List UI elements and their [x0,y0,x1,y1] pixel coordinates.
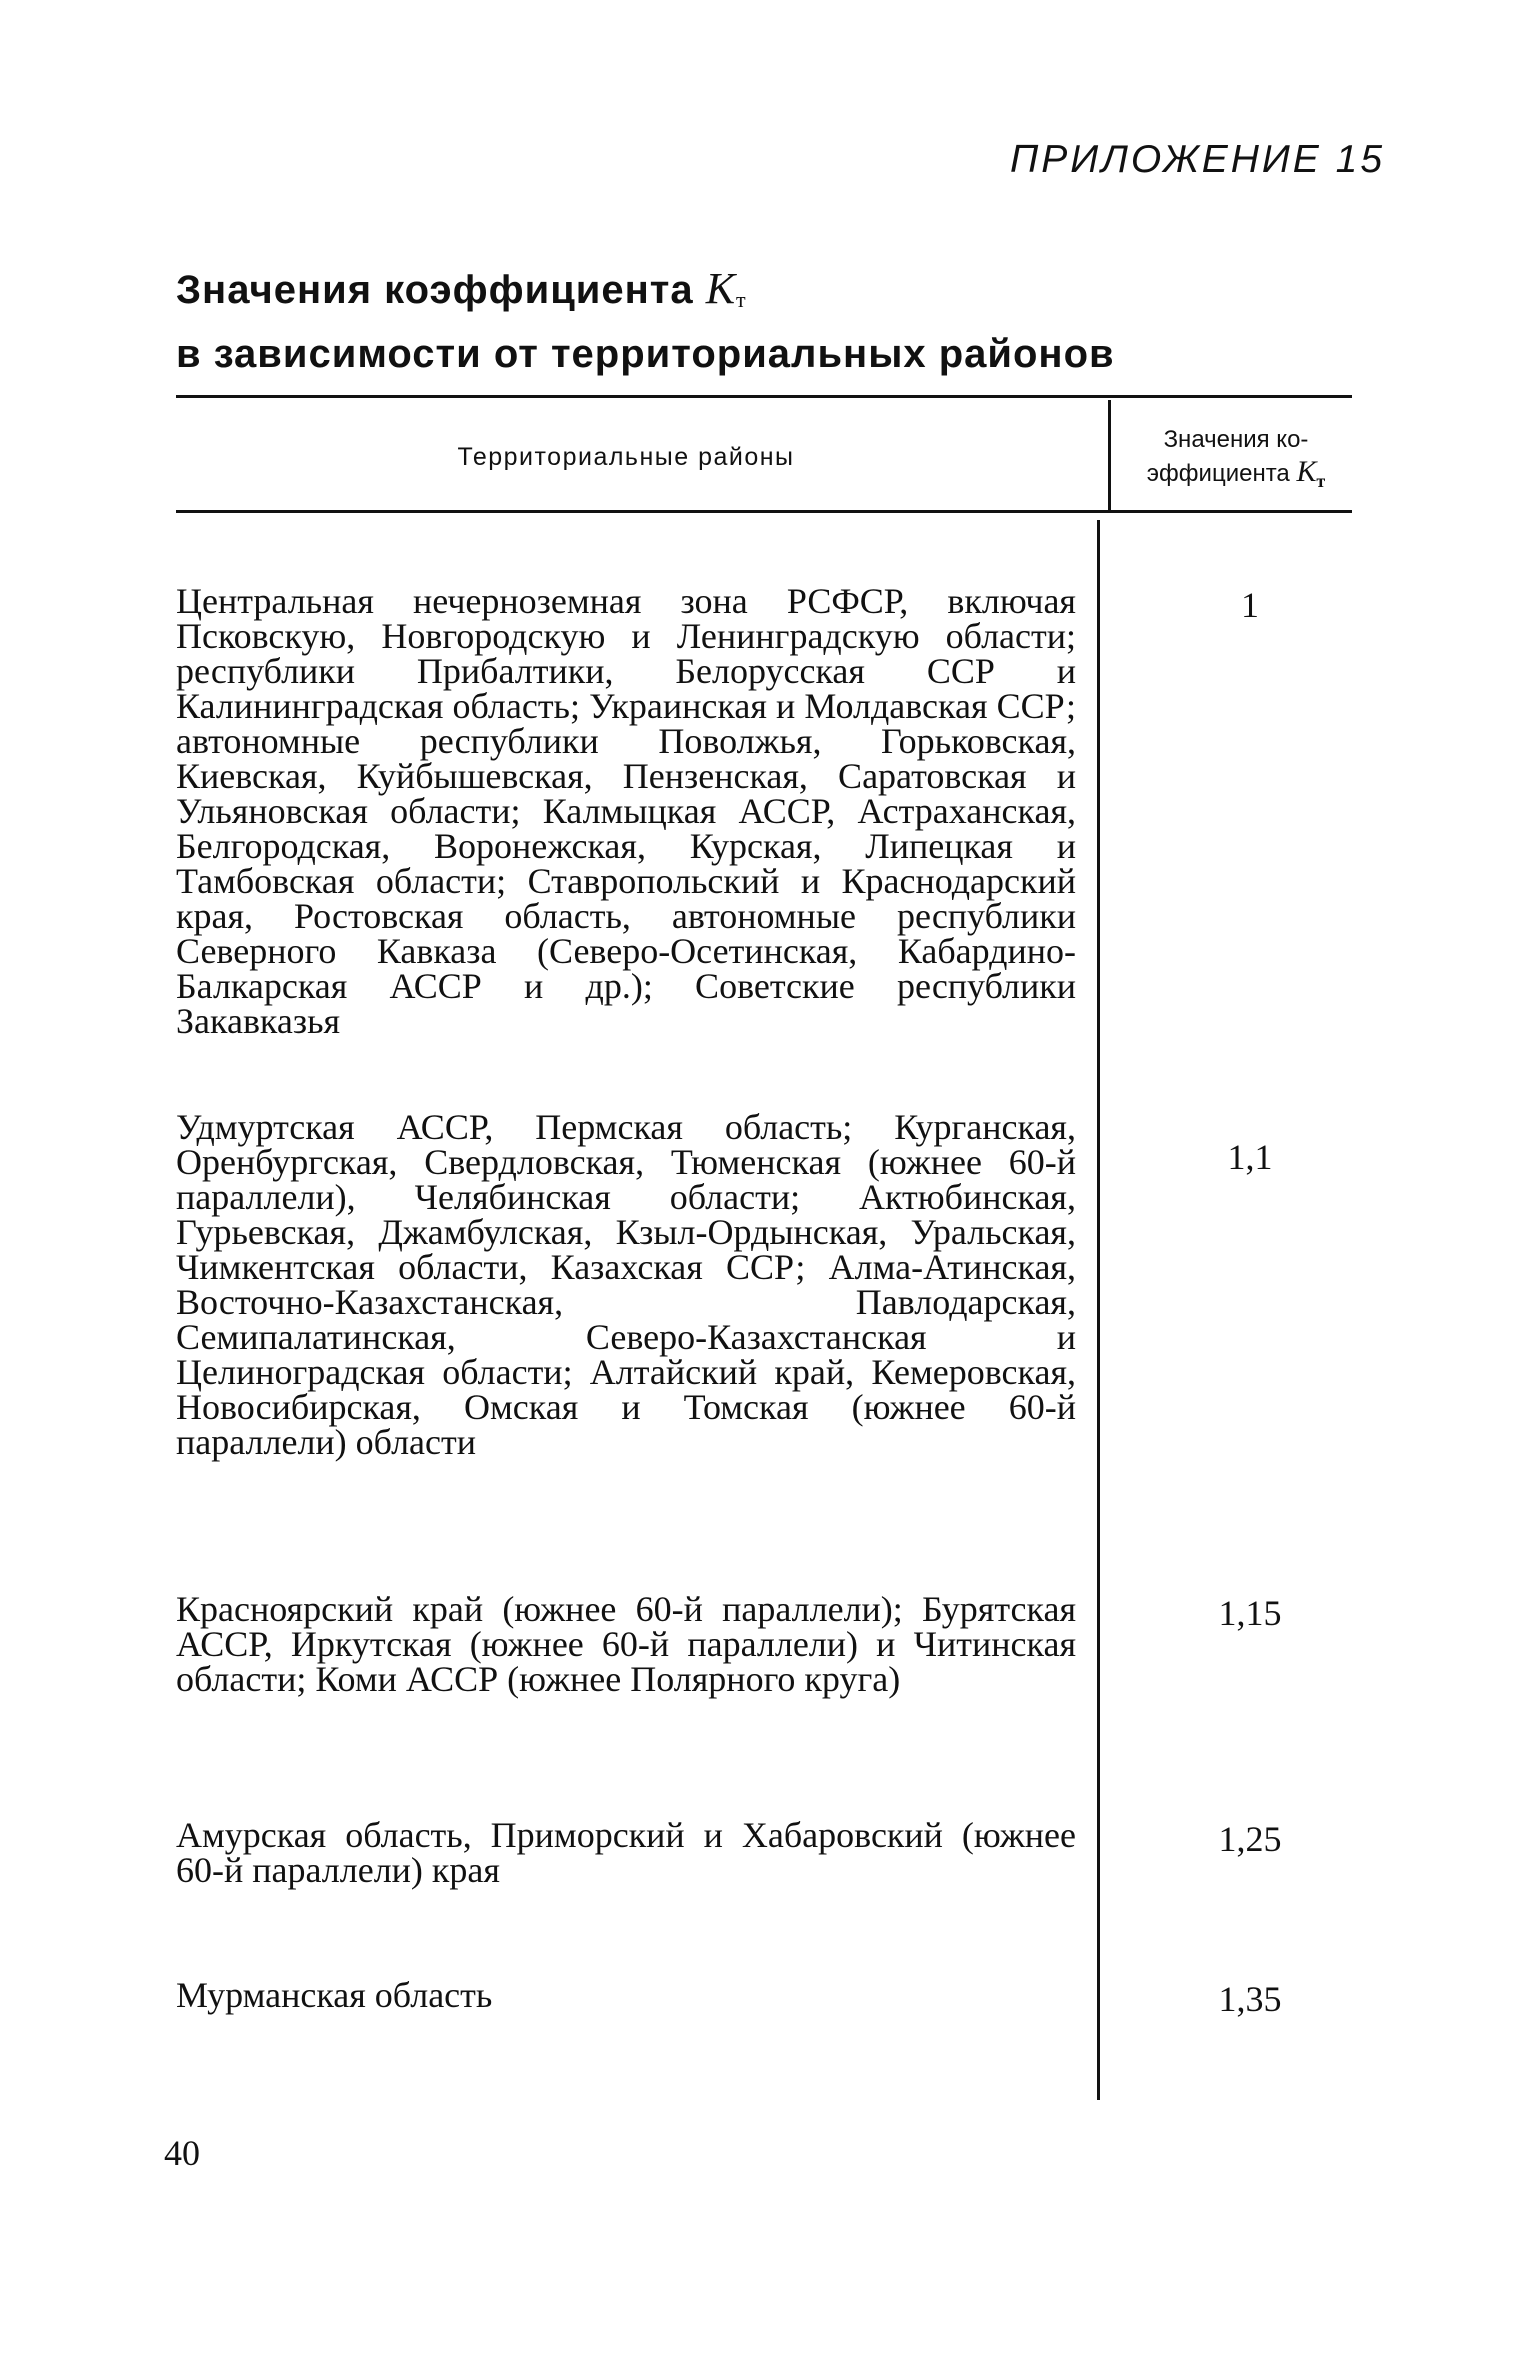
table-row-5-region: Мурманская область [176,1975,493,2015]
table-column-divider-header [1108,400,1111,512]
table-row-5-value: 1,35 [1218,1979,1282,2019]
page-title [176,262,1276,381]
header-coefficient-symbol: К [1296,455,1317,488]
header-coefficient [1118,424,1354,497]
title-line-1 [176,262,1276,327]
header-coefficient-sub: т [1316,471,1326,491]
header-coefficient-prefix: эффициента [1146,460,1290,487]
title-symbol: К [705,264,736,313]
table-header-rule [176,510,1352,513]
header-coefficient-line-2 [1118,456,1354,497]
appendix-label: ПРИЛОЖЕНИЕ 15 [1010,138,1386,181]
title-line-2: в зависимости от территориальных районов [176,332,1115,376]
header-regions: Территориальные районы [457,443,795,471]
table-row-1-value: 1 [1241,585,1259,625]
table-column-divider-body [1097,520,1100,2100]
table-row-3-region: Красноярский край (южнее 60-й параллели); Бурятская АССР, Иркутская (южнее 60-й параллели) и Читинская области; Коми АССР (южнее Полярного круга) [176,1589,1076,1699]
table-row-4-region: Амурская область, Приморский и Хабаровский (южнее 60-й параллели) края [176,1815,1076,1890]
title-symbol-sub: т [735,287,747,312]
title-prefix: Значения коэффициента [176,268,694,312]
header-coefficient-line-1: Значения ко- [1163,426,1309,453]
table-top-rule [176,395,1352,398]
table-row-2-value: 1,1 [1227,1137,1273,1177]
page-number: 40 [164,2133,200,2173]
table-row-1-region: Центральная нечерноземная зона РСФСР, включая Псковскую, Новгородскую и Ленинградскую области; республики Прибалтики, Белорусская ССР и Калининградская область; Украинская и Молдавская ССР; автономные республики Поволжья, Горьковская, Киевская, Куйбышевская, Пензенская, Саратовская и Ульяновская области; Калмыцкая АССР, Астраханская, Белгородская, Воронежская, Курская, Липецкая и Тамбовская области; Ставропольский и Краснодарский края, Ростовская область, автономные республики Северного Кавказа (Северо-Осетинская, Кабардино-Балкарская АССР и др.); Советские республики Закавказья [176,581,1076,1041]
table-row-4-value: 1,25 [1218,1819,1282,1859]
table-row-3-value: 1,15 [1218,1593,1282,1633]
table-row-2-region: Удмуртская АССР, Пермская область; Курганская, Оренбургская, Свердловская, Тюменская (южнее 60-й параллели), Челябинская области; Актюбинская, Гурьевская, Джамбулская, Кзыл-Ордынская, Уральская, Чимкентская области, Казахская ССР; Алма-Атинская, Восточно-Казахстанская, Павлодарская, Семипалатинская, Северо-Казахстанская и Целиноградская области; Алтайский край, Кемеровская, Новосибирская, Омская и Томская (южнее 60-й параллели) области [176,1107,1076,1462]
